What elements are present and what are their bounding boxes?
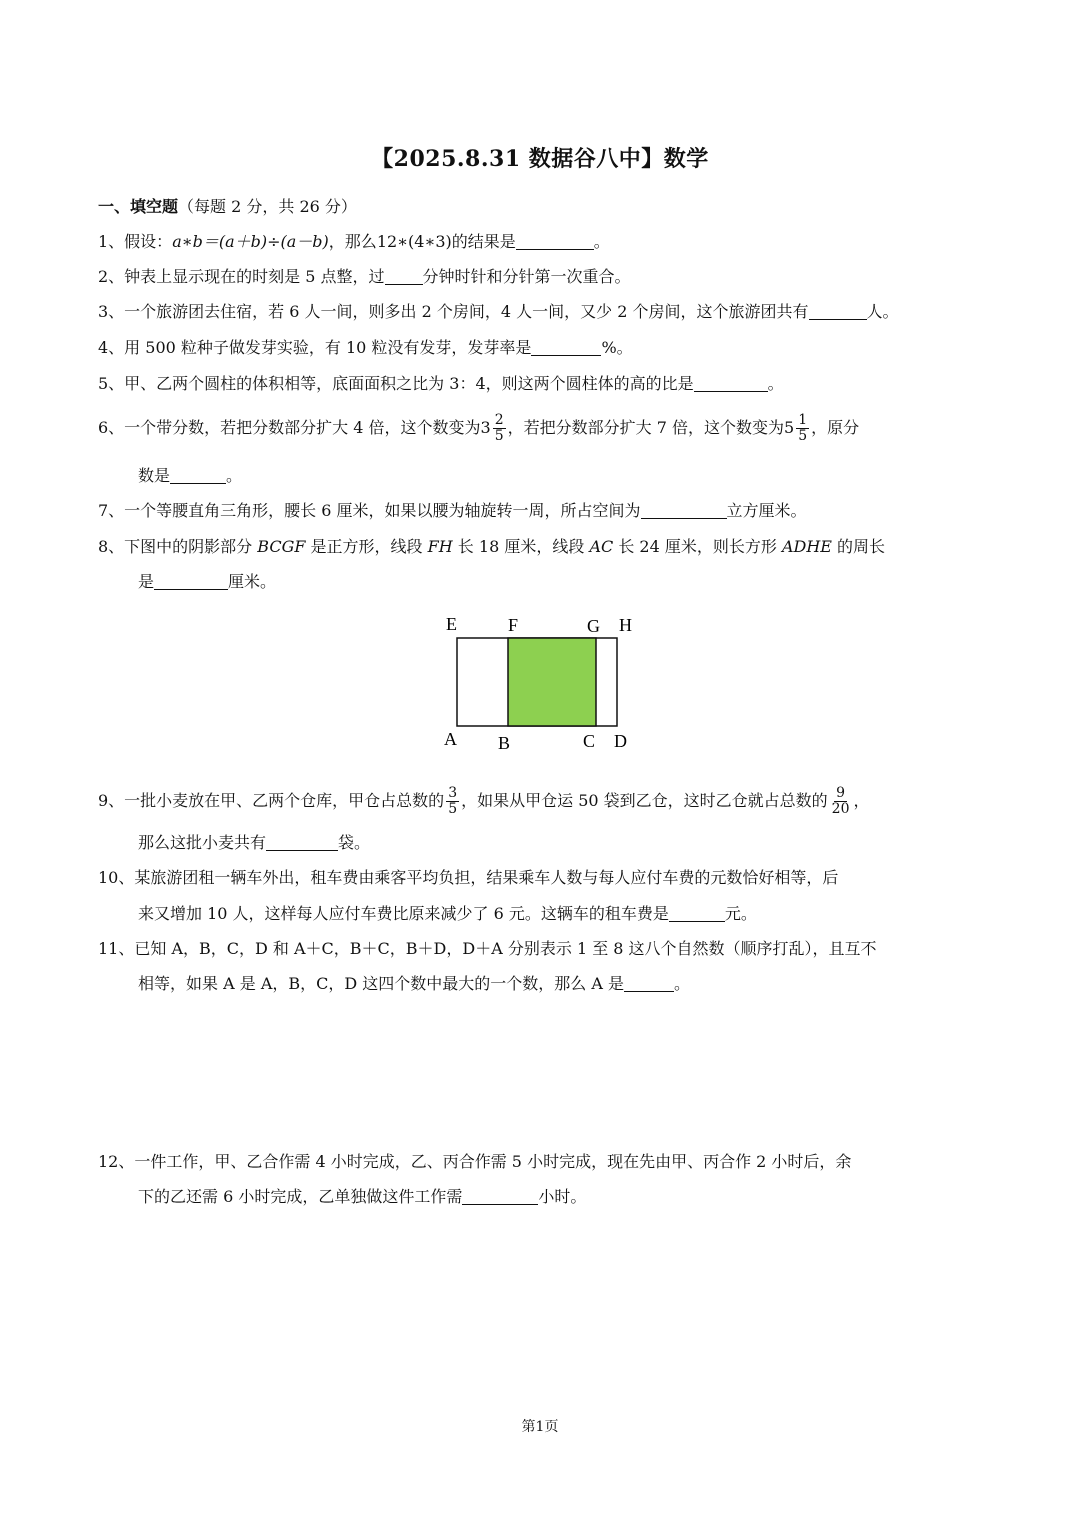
fraction bbox=[830, 786, 852, 817]
q5-end: 。 bbox=[767, 374, 784, 393]
answer-blank[interactable] bbox=[694, 375, 768, 392]
q2-end: 分钟时针和分针第一次重合。 bbox=[422, 267, 631, 286]
question-8 bbox=[98, 536, 988, 558]
answer-blank[interactable] bbox=[266, 834, 338, 851]
label-H: H bbox=[619, 615, 632, 635]
q1-formula: a∗b＝(a＋b)÷(a－b) bbox=[172, 232, 329, 251]
answer-blank[interactable] bbox=[154, 573, 228, 590]
q8-text: 是正方形，线段 bbox=[305, 537, 428, 556]
answer-blank[interactable] bbox=[641, 502, 727, 519]
q3-end: 人。 bbox=[866, 302, 899, 321]
question-3 bbox=[98, 301, 988, 323]
fraction-denominator: 5 bbox=[798, 428, 808, 444]
q6-line2: 数是 bbox=[138, 466, 171, 485]
question-5 bbox=[98, 373, 988, 395]
q1-expression: 12∗(4∗3) bbox=[376, 232, 452, 251]
q3-text: 3、一个旅游团去住宿，若 6 人一间，则多出 2 个房间，4 人一间，又少 2 个房间，这个旅游团共有 bbox=[98, 302, 809, 321]
section-title: 一、填空题 bbox=[98, 197, 179, 216]
question-1 bbox=[98, 231, 988, 253]
label-C: C bbox=[583, 731, 596, 751]
q8-text: 长 18 厘米，线段 bbox=[452, 537, 590, 556]
q6-text-3: ，原分 bbox=[811, 418, 860, 437]
answer-blank[interactable] bbox=[669, 905, 725, 922]
q4-end: %。 bbox=[601, 338, 633, 357]
q6-end: 。 bbox=[226, 466, 243, 485]
answer-blank[interactable] bbox=[516, 233, 594, 250]
q8-var: ADHE bbox=[781, 537, 832, 556]
mixed-number-whole: 3 bbox=[480, 418, 491, 437]
q11-line2: 相等，如果 A 是 A，B，C，D 这四个数中最大的一个数，那么 A 是 bbox=[138, 974, 625, 993]
q12-end: 小时。 bbox=[538, 1187, 587, 1206]
label-A: A bbox=[444, 729, 457, 749]
question-4 bbox=[98, 337, 988, 359]
answer-blank[interactable] bbox=[385, 268, 423, 285]
question-11 bbox=[98, 938, 988, 960]
fraction-numerator: 9 bbox=[836, 785, 846, 801]
label-E: E bbox=[446, 614, 457, 634]
label-G: G bbox=[587, 616, 600, 636]
q8-var: FH bbox=[427, 537, 453, 556]
fraction bbox=[796, 413, 809, 444]
q8-var: AC bbox=[589, 537, 614, 556]
fraction-denominator: 20 bbox=[831, 801, 850, 817]
answer-blank[interactable] bbox=[809, 303, 867, 320]
fraction bbox=[446, 786, 459, 817]
fraction-denominator: 5 bbox=[448, 801, 458, 817]
q8-var: BCGF bbox=[257, 537, 306, 556]
q5-text: 5、甲、乙两个圆柱的体积相等，底面面积之比为 3：4，则这两个圆柱体的高的比是 bbox=[98, 374, 694, 393]
question-12 bbox=[98, 1151, 988, 1173]
page-title: 【2025.8.31 数据谷八中】数学 bbox=[371, 146, 709, 172]
question-10 bbox=[98, 867, 988, 889]
answer-blank[interactable] bbox=[624, 975, 674, 992]
answer-blank[interactable] bbox=[170, 467, 226, 484]
q9-text: 9、一批小麦放在甲、乙两个仓库，甲仓占总数的 bbox=[98, 791, 445, 810]
fraction-numerator: 3 bbox=[448, 785, 458, 801]
q2-text: 2、钟表上显示现在的时刻是 5 点整，过 bbox=[98, 267, 385, 286]
fraction-denominator: 5 bbox=[494, 428, 504, 444]
q7-text: 7、一个等腰直角三角形，腰长 6 厘米，如果以腰为轴旋转一周，所占空间为 bbox=[98, 501, 641, 520]
label-F: F bbox=[508, 615, 519, 635]
q1-mid: ，那么 bbox=[328, 232, 377, 251]
section-heading bbox=[98, 194, 357, 217]
q12-line1: 12、一件工作，甲、乙合作需 4 小时完成，乙、丙合作需 5 小时完成，现在先由甲、丙合作 2 小时后，余 bbox=[98, 1152, 852, 1171]
q1-end: 。 bbox=[593, 232, 610, 251]
question-9 bbox=[98, 786, 988, 817]
q6-text: 6、一个带分数，若把分数部分扩大 4 倍，这个数变为 bbox=[98, 418, 481, 437]
answer-blank[interactable] bbox=[462, 1188, 538, 1205]
q1-prefix: 1、假设： bbox=[98, 232, 173, 251]
square-BCGF bbox=[508, 638, 596, 726]
label-D: D bbox=[614, 731, 627, 751]
page-number: 第1页 bbox=[521, 1419, 559, 1435]
q8-line2: 是 bbox=[138, 572, 155, 591]
q8-end: 厘米。 bbox=[228, 572, 277, 591]
mixed-number-whole: 5 bbox=[784, 418, 795, 437]
q1-text: 的结果是 bbox=[451, 232, 516, 251]
question-6 bbox=[98, 413, 988, 444]
q8-text: 的周长 bbox=[831, 537, 886, 556]
q8-text: 8、下图中的阴影部分 bbox=[98, 537, 258, 556]
fraction-numerator: 1 bbox=[798, 412, 808, 428]
q8-text: 长 24 厘米，则长方形 bbox=[613, 537, 782, 556]
q12-line2: 下的乙还需 6 小时完成，乙单独做这件工作需 bbox=[138, 1187, 463, 1206]
q11-end: 。 bbox=[674, 974, 691, 993]
q6-text-2: ，若把分数部分扩大 7 倍，这个数变为 bbox=[507, 418, 785, 437]
q4-text: 4、用 500 粒种子做发芽实验，有 10 粒没有发芽，发芽率是 bbox=[98, 338, 532, 357]
q11-line1: 11、已知 A，B，C，D 和 A＋C，B＋C，B＋D，D＋A 分别表示 1 至 8 这八个自然数（顺序打乱），且互不 bbox=[98, 939, 877, 958]
rectangle-diagram bbox=[440, 610, 650, 760]
q7-end: 立方厘米。 bbox=[726, 501, 807, 520]
q10-end: 元。 bbox=[724, 904, 757, 923]
question-7 bbox=[98, 500, 988, 522]
q9-end: 袋。 bbox=[338, 833, 371, 852]
answer-blank[interactable] bbox=[531, 339, 601, 356]
q9-text-2: ，如果从甲仓运 50 袋到乙仓，这时乙仓就占总数的 bbox=[461, 791, 828, 810]
q10-line2: 来又增加 10 人，这样每人应付车费比原来减少了 6 元。这辆车的租车费是 bbox=[138, 904, 669, 923]
question-2 bbox=[98, 266, 988, 288]
q10-line1: 10、某旅游团租一辆车外出，租车费由乘客平均负担，结果乘车人数与每人应付车费的元数恰好相等，后 bbox=[98, 868, 839, 887]
q9-text-3: ， bbox=[853, 791, 870, 810]
section-note: （每题 2 分，共 26 分） bbox=[178, 197, 357, 216]
q9-line2: 那么这批小麦共有 bbox=[138, 833, 267, 852]
fraction-numerator: 2 bbox=[494, 412, 504, 428]
label-B: B bbox=[498, 733, 511, 753]
fraction bbox=[493, 413, 506, 444]
